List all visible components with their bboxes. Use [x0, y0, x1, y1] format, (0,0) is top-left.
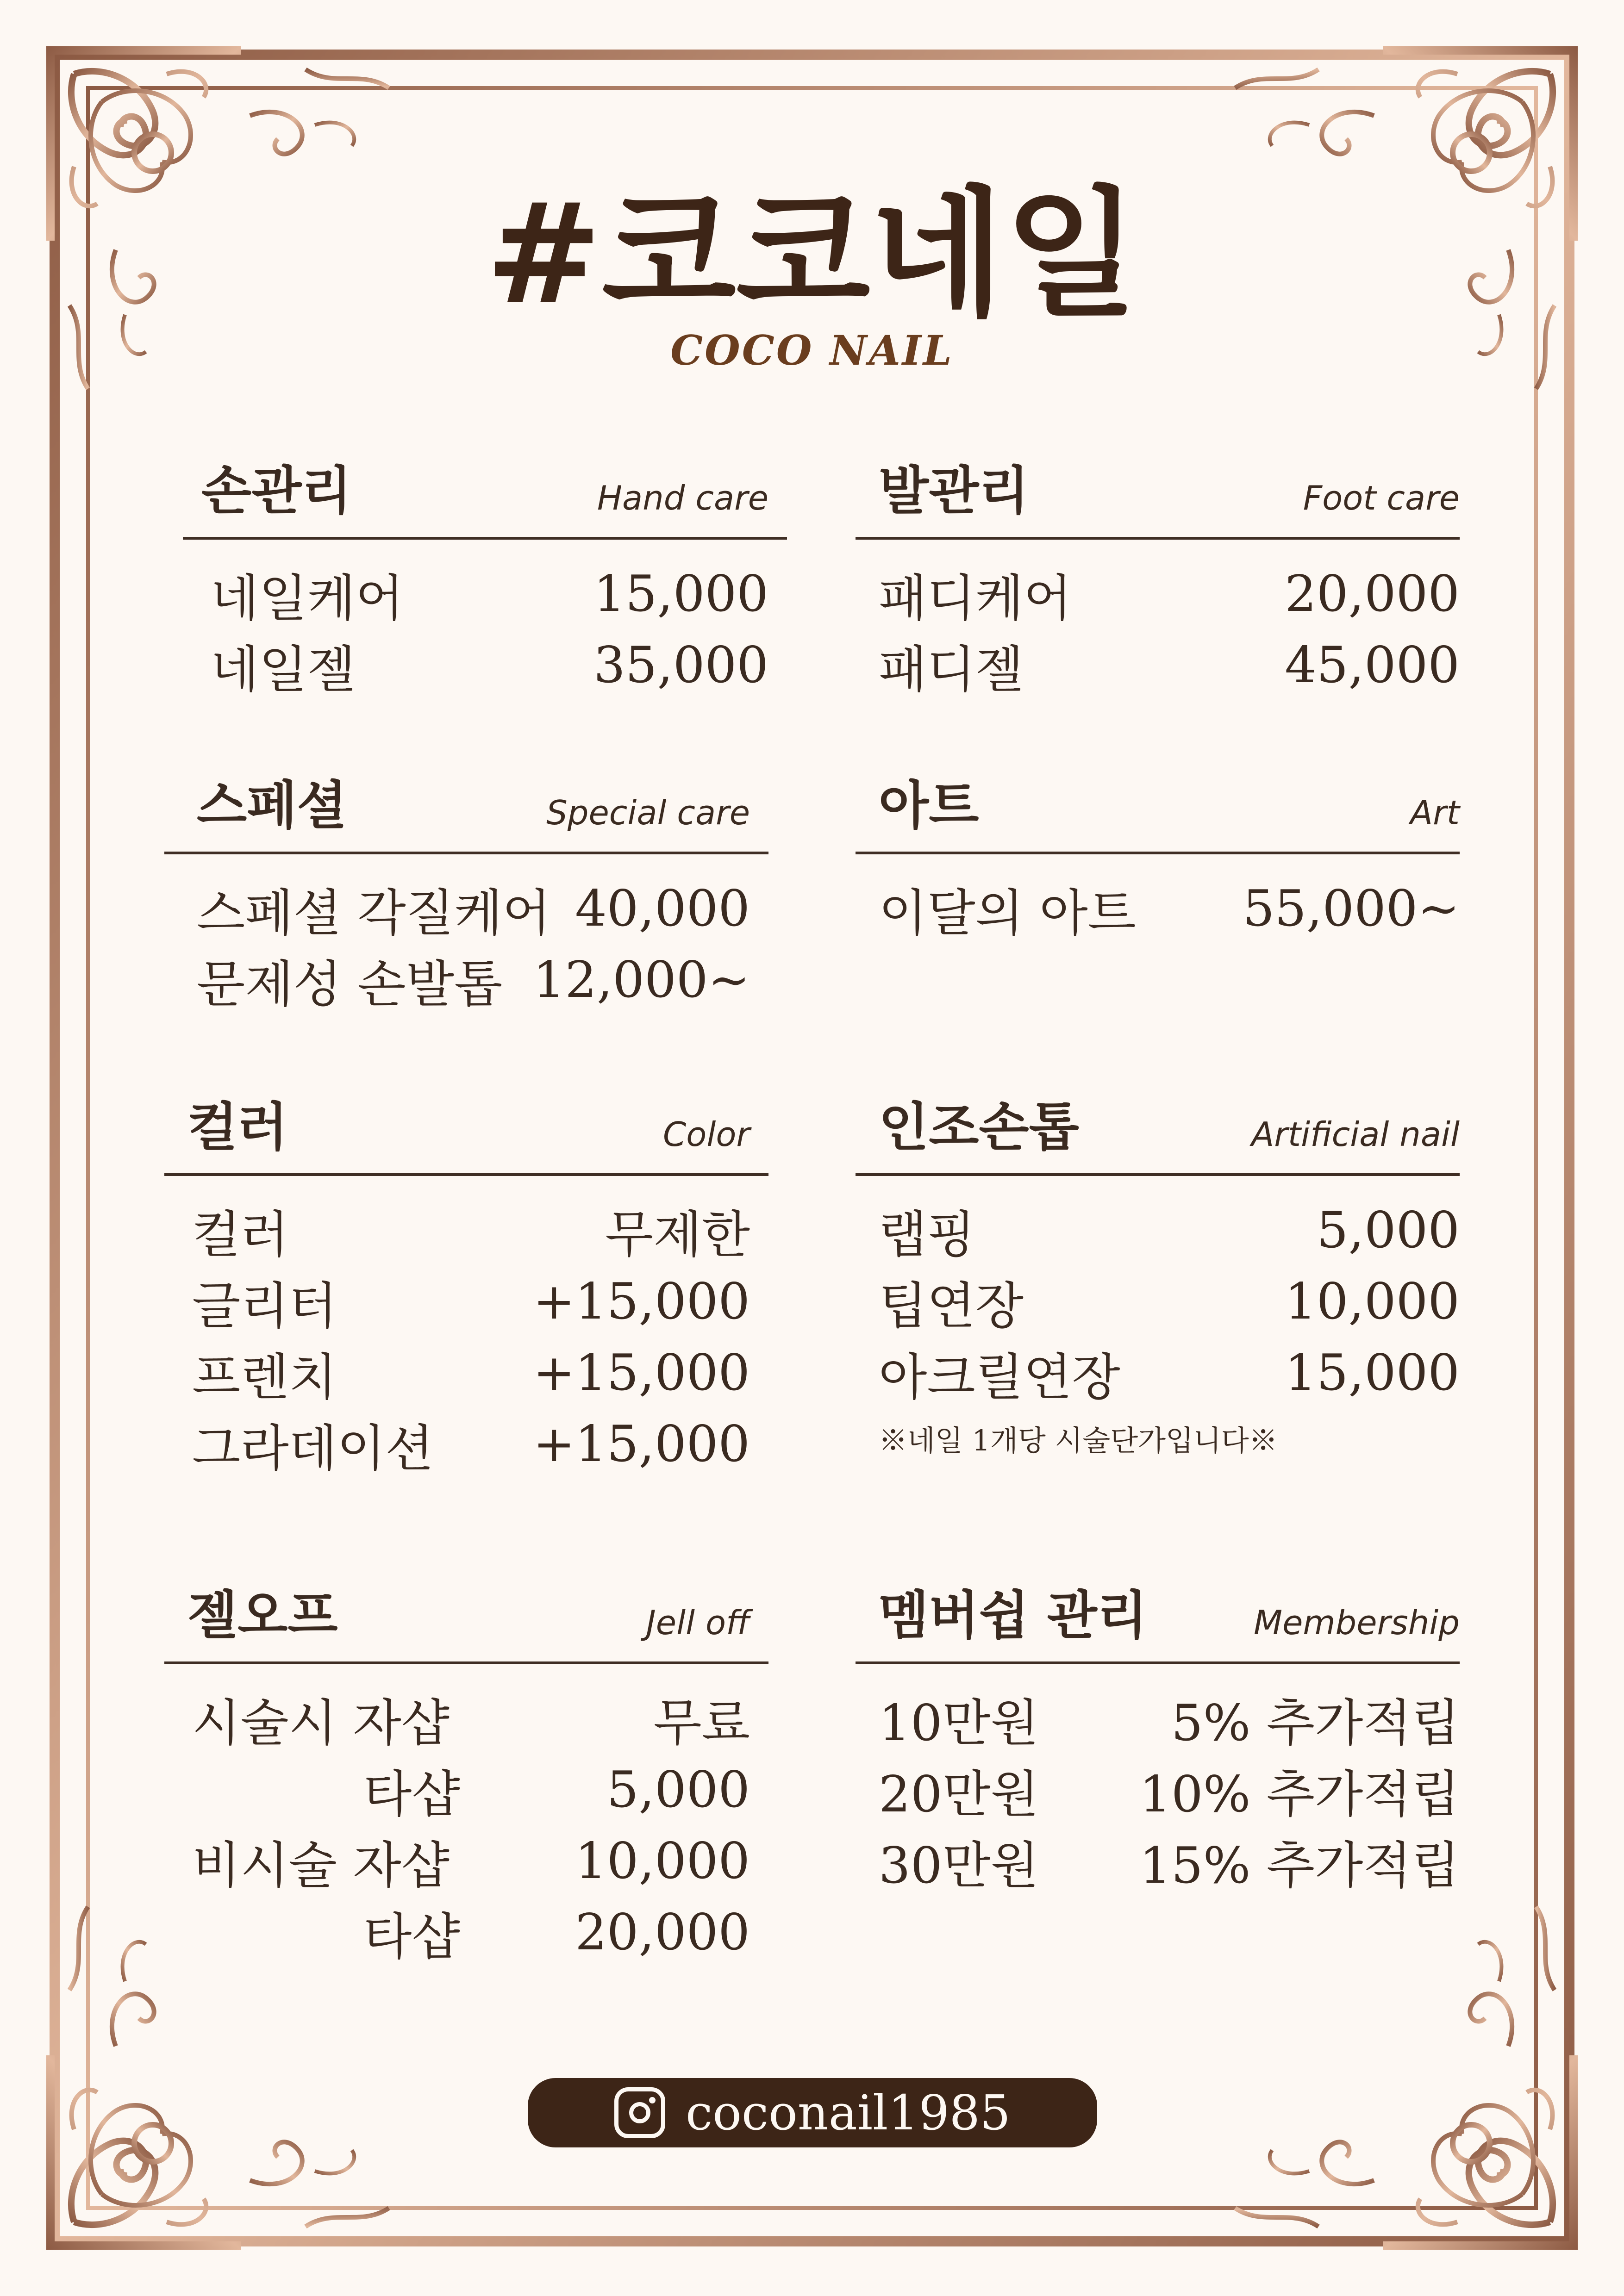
item-price: 20,000 [575, 1903, 750, 1961]
instagram-handle: coconail1985 [686, 2084, 1011, 2141]
item-price: +15,000 [533, 1415, 750, 1473]
section-title-en: Jell off [646, 1603, 750, 1642]
page-title: #코코네일 [485, 174, 1139, 335]
menu-item [856, 1754, 1460, 1825]
section-title-ko: 멤버쉽 관리 [879, 1586, 1147, 1646]
item-label: 글리터 [192, 1277, 337, 1335]
menu-item [856, 1683, 1460, 1754]
item-price: 20,000 [1285, 565, 1460, 623]
section-header [164, 776, 768, 854]
section-title-en: Artificial nail [1251, 1115, 1460, 1154]
section-title-ko: 컬러 [187, 1097, 288, 1157]
section-title-ko: 인조손톱 [879, 1097, 1079, 1157]
item-label: 30만원 [879, 1836, 1039, 1895]
section-header [183, 461, 787, 540]
item-label: 이달의 아트 [879, 884, 1136, 942]
instagram-badge[interactable] [528, 2078, 1097, 2147]
menu-item [856, 1825, 1460, 1897]
section-title-ko: 손관리 [201, 461, 352, 521]
section-title-en: Hand care [597, 479, 768, 517]
item-label: 프렌치 [192, 1348, 337, 1406]
price-note: ※네일 1개당 시술단가입니다※ [879, 1424, 1278, 1457]
item-price: 45,000 [1285, 636, 1460, 694]
page-subtitle: COCO NAIL [670, 326, 954, 374]
item-label: 시술시 자샵 [192, 1694, 450, 1752]
item-label: 20만원 [879, 1765, 1039, 1823]
item-label: 컬러 [192, 1206, 289, 1264]
section-header [856, 1097, 1460, 1176]
item-price: 5,000 [606, 1761, 750, 1819]
menu-item [164, 1195, 768, 1266]
item-label: 패디케어 [879, 569, 1072, 628]
menu-item [164, 1337, 768, 1408]
section-title-ko: 아트 [879, 776, 979, 836]
item-label: 그라데이션 [192, 1419, 434, 1478]
item-label: 비시술 자샵 [192, 1836, 450, 1895]
section-color [164, 1097, 768, 1480]
section-jell-off [164, 1586, 768, 1968]
menu-item [856, 558, 1460, 629]
menu-item [164, 1897, 768, 1968]
section-membership [856, 1586, 1460, 1897]
menu-item [856, 1195, 1460, 1266]
menu-item [183, 558, 787, 629]
menu-item [164, 944, 768, 1015]
item-label: 타샵 [363, 1765, 460, 1823]
item-price: 15,000 [593, 565, 768, 623]
menu-item [856, 873, 1460, 944]
menu-item [164, 1825, 768, 1897]
section-special-care [164, 776, 768, 1015]
section-title-en: Foot care [1303, 479, 1460, 517]
section-header [164, 1097, 768, 1176]
section-hand-care [183, 461, 787, 701]
item-price: 12,000~ [533, 951, 750, 1009]
section-header [856, 461, 1460, 540]
menu-item [183, 629, 787, 701]
item-price: 15,000 [1285, 1344, 1460, 1402]
item-label: 10만원 [879, 1694, 1039, 1752]
menu-item [164, 1754, 768, 1825]
section-title-ko: 스페셜 [197, 776, 347, 836]
section-title-en: Art [1410, 793, 1460, 832]
menu-item [164, 1408, 768, 1480]
menu-item [164, 873, 768, 944]
section-title-ko: 발관리 [879, 461, 1029, 521]
item-price: +15,000 [533, 1344, 750, 1402]
item-price: +15,000 [533, 1272, 750, 1331]
section-header [164, 1586, 768, 1664]
instagram-icon [614, 2087, 665, 2138]
menu-item [856, 1337, 1460, 1408]
section-header [856, 1586, 1460, 1664]
menu-item [856, 1266, 1460, 1337]
item-price: 35,000 [593, 636, 768, 694]
item-price: 무료 [653, 1694, 750, 1752]
item-price: 10,000 [1285, 1272, 1460, 1331]
item-label: 팁연장 [879, 1277, 1024, 1335]
section-artificial-nail [856, 1097, 1460, 1459]
item-price: 40,000 [575, 879, 750, 938]
item-price: 15% 추가적립 [1139, 1836, 1460, 1895]
item-price: 무제한 [605, 1206, 750, 1264]
item-price: 10,000 [575, 1832, 750, 1890]
section-foot-care [856, 461, 1460, 701]
item-label: 문제성 손발톱 [197, 955, 503, 1014]
item-label: 랩핑 [879, 1206, 975, 1264]
section-header [856, 776, 1460, 854]
section-title-ko: 젤오프 [187, 1586, 338, 1646]
item-label: 패디젤 [879, 641, 1024, 699]
item-price: 55,000~ [1243, 879, 1460, 938]
item-label: 네일케어 [211, 569, 404, 628]
menu-item [164, 1683, 768, 1754]
item-label: 네일젤 [211, 641, 356, 699]
section-title-en: Membership [1253, 1603, 1460, 1642]
item-label: 스페셜 각질케어 [197, 884, 551, 942]
item-label: 타샵 [363, 1908, 460, 1966]
item-price: 10% 추가적립 [1139, 1765, 1460, 1823]
section-art [856, 776, 1460, 944]
section-title-en: Special care [546, 793, 750, 832]
section-title-en: Color [663, 1115, 750, 1154]
item-price: 5% 추가적립 [1171, 1694, 1460, 1752]
item-label: 아크릴연장 [879, 1348, 1120, 1406]
menu-item [856, 629, 1460, 701]
menu-item [164, 1266, 768, 1337]
item-price: 5,000 [1316, 1201, 1460, 1259]
